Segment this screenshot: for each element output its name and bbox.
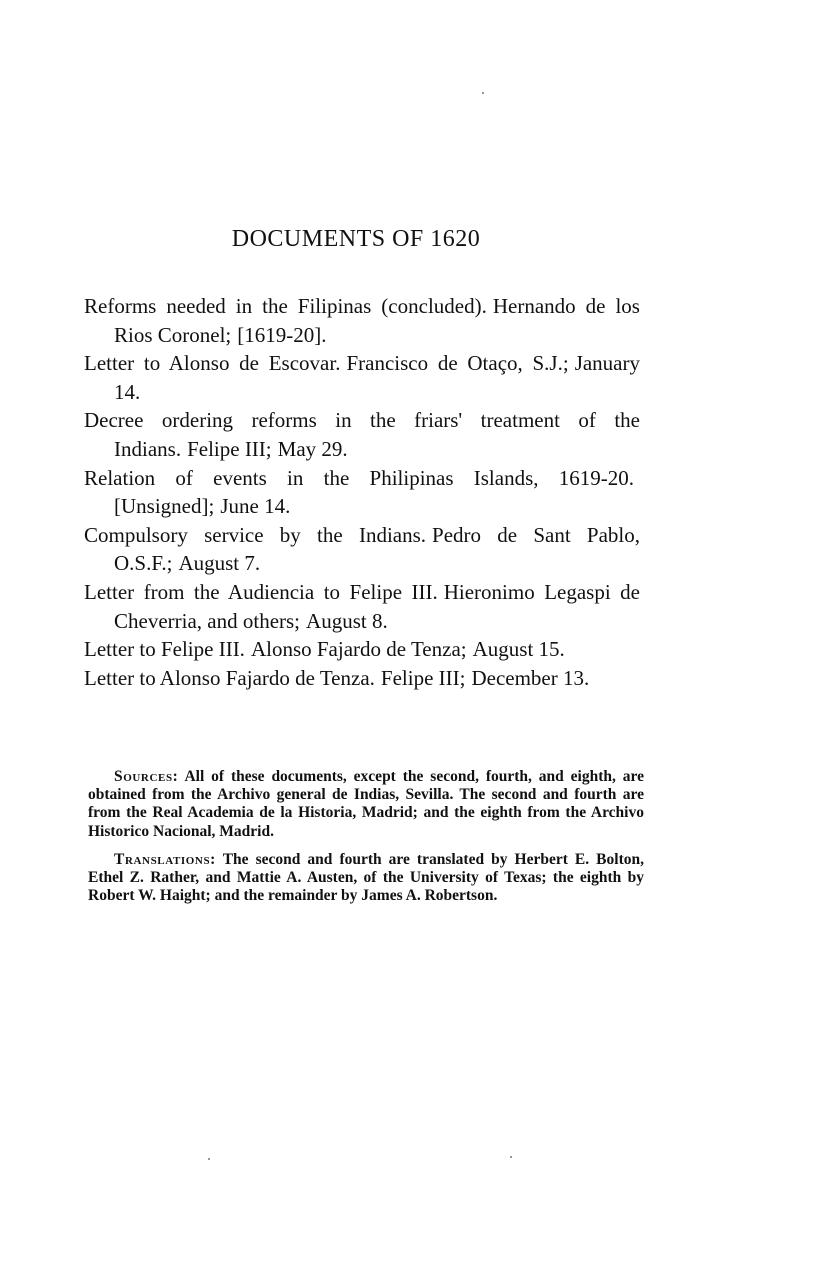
sources-note: [88, 768, 644, 841]
document-date: January 14.: [114, 351, 640, 404]
document-date: August 15.: [472, 637, 565, 662]
translations-note: [88, 851, 644, 906]
document-author: Pedro de Sant Pablo, O.S.F.;: [114, 522, 641, 576]
document-date: May 29.: [277, 436, 348, 461]
document-entry: [84, 292, 640, 349]
document-entry: [84, 635, 640, 664]
document-author: [Unsigned];: [114, 494, 215, 519]
scan-speck: [208, 1158, 210, 1160]
document-date: June 14.: [220, 494, 291, 519]
footnotes: [88, 768, 644, 915]
document-author: Hieronimo Legaspi de Cheverria, and others;: [114, 579, 640, 633]
document-date: August 7.: [178, 551, 261, 576]
document-title: Letter to Felipe III.: [84, 637, 245, 662]
sources-label: Sources:: [114, 768, 179, 785]
document-entry: [84, 406, 640, 463]
document-entry: [84, 578, 640, 635]
document-title: Letter to Alonso Fajardo de Tenza.: [84, 665, 375, 690]
document-date: August 8.: [306, 608, 388, 633]
document-entry: [84, 664, 640, 693]
scan-speck: [510, 1156, 512, 1158]
document-author: Francisco de Otaço, S.J.;: [346, 351, 569, 376]
sources-text: All of these documents, except the second, fourth, and eighth, are obtained from the Archivo general de Indias, Sevilla. The second and fourth are from the Real Academia de la Historia, Madrid; and the eighth from the Archivo Historico Nacional, Madrid.: [88, 768, 644, 840]
translations-text: The second and fourth are translated by Herbert E. Bolton, Ethel Z. Rather, and Mattie A. Austen, of the University of Texas; the eighth by Robert W. Haight; and the remainder by James A. Robertson.: [88, 850, 644, 905]
document-author: Hernando de los Rios Coronel;: [114, 294, 640, 347]
document-entry: [84, 464, 640, 521]
document-title: Reforms needed in the Filipinas (concluded).: [84, 294, 487, 318]
translations-label: Translations:: [114, 850, 216, 868]
scan-speck: [482, 92, 484, 94]
document-entry: [84, 349, 640, 406]
document-date: [1619-20].: [237, 322, 327, 347]
document-title: Letter to Alonso de Escovar.: [84, 351, 341, 376]
document-title: Compulsory service by the Indians.: [84, 522, 427, 547]
document-title: Decree ordering reforms in the friars' treatment of the Indians.: [84, 408, 640, 461]
document-date: December 13.: [471, 665, 590, 690]
page-title: DOCUMENTS OF 1620: [231, 226, 481, 252]
document-title: Relation of events in the Philipinas Islands, 1619-20.: [84, 465, 634, 490]
document-author: Felipe III;: [380, 665, 466, 690]
document-author: Felipe III;: [187, 436, 272, 461]
document-entry: [84, 521, 640, 578]
document-author: Alonso Fajardo de Tenza;: [250, 637, 467, 662]
document-title: Letter from the Audiencia to Felipe III.: [84, 579, 438, 604]
documents-list: [84, 292, 640, 692]
